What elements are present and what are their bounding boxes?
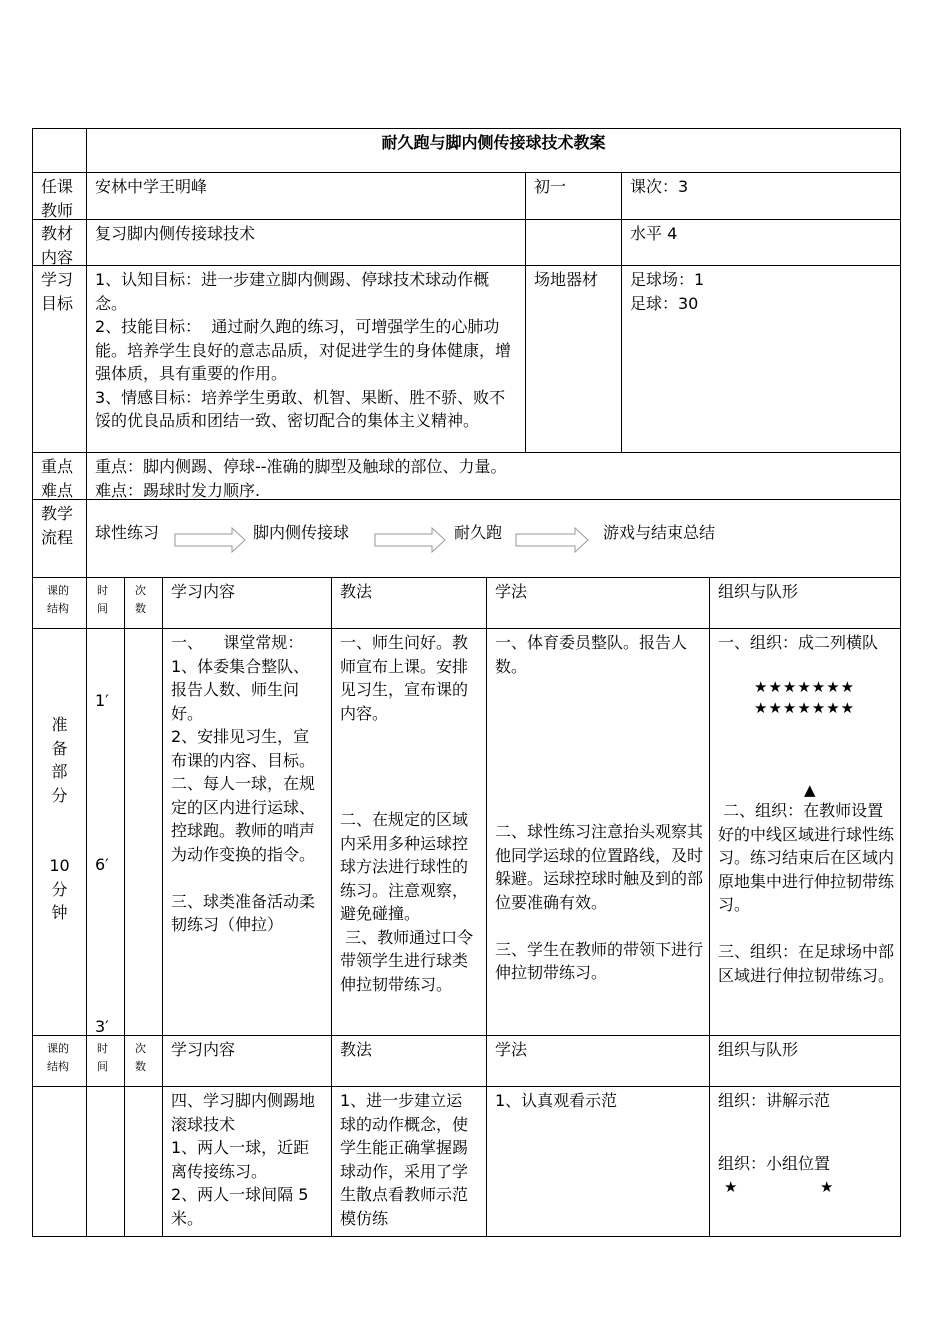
basic-section-label	[32, 1086, 87, 1237]
header-time: 时 间	[86, 577, 125, 629]
keypoints-value: 重点：脚内侧踢、停球--准确的脚型及触球的部位、力量。 难点：踢球时发力顺序.	[86, 452, 901, 500]
keypoints-label: 重点 难点	[32, 452, 87, 500]
basic-org-a: 组织：讲解示范	[718, 1091, 831, 1110]
material-label: 教材 内容	[32, 219, 87, 266]
corner-cell	[32, 128, 87, 173]
header-method: 教法	[331, 577, 487, 629]
prep-org	[709, 628, 901, 1036]
prep-time-1: 1′	[95, 691, 109, 710]
level-value: 水平 4	[621, 219, 901, 266]
header2-method: 教法	[331, 1035, 487, 1087]
prep-time-2: 6′	[95, 855, 109, 874]
basic-content: 四、学习脚内侧踢地滚球技术 1、两人一球，近距离传接练习。 2、两人一球间隔 5 米。	[162, 1086, 332, 1237]
prep-learn-a: 一、体育委员整队。报告人数。	[495, 633, 688, 676]
header2-count: 次 数	[124, 1035, 163, 1087]
material-value: 复习脚内侧传接球技术	[86, 219, 526, 266]
student-row-1-stars: ★★★★★★★	[754, 678, 856, 696]
goals-label: 学习 目标	[32, 265, 87, 453]
header2-org: 组织与队形	[709, 1035, 901, 1087]
lesson-number: 课次：3	[621, 172, 901, 220]
prep-time-column	[86, 628, 125, 1036]
group-star-left-icon: ★	[724, 1178, 739, 1196]
header-org: 组织与队形	[709, 577, 901, 629]
prep-section-label: 准 备 部 分 10 分 钟	[32, 628, 87, 1036]
flow-step-1: 球性练习	[95, 523, 160, 542]
lesson-title: 耐久跑与脚内侧传接球技术教案	[86, 128, 901, 173]
flow-arrow-icon-2	[374, 527, 446, 553]
header-structure: 课的 结构	[32, 577, 87, 629]
header-count: 次 数	[124, 577, 163, 629]
student-row-2-stars: ★★★★★★★	[754, 699, 856, 717]
prep-method-b: 二、在规定的区域内采用多种运球控球方法进行球性的练习。注意观察，避免碰撞。 三、教师通过口令带领学生进行球类伸拉韧带练习。	[340, 810, 474, 994]
prep-org-a: 一、组织：成二列横队	[718, 633, 879, 652]
header2-structure: 课的 结构	[32, 1035, 87, 1087]
prep-content: 一、 课堂常规： 1、体委集合整队、报告人数、师生问好。 2、安排见习生，宣布课的内容、目标。 二、每人一球，在规定的区内进行运球、控球跑。教师的哨声为动作变换的指令。 三、球类准备活动柔韧练习（伸拉）	[162, 628, 332, 1036]
venue-label: 场地器材	[525, 265, 622, 453]
basic-org-b: 组织：小组位置	[718, 1154, 831, 1173]
basic-time-column	[86, 1086, 125, 1237]
teacher-label: 任课 教师	[32, 172, 87, 220]
flow-arrow-icon-3	[515, 527, 589, 553]
flow-step-2: 脚内侧传接球	[253, 523, 350, 542]
header2-time: 时 间	[86, 1035, 125, 1087]
flow-arrow-icon-1	[174, 527, 246, 553]
learning-goals: 1、认知目标：进一步建立脚内侧踢、停球技术球动作概念。 2、技能目标： 通过耐久跑的练习，可增强学生的心肺功能。培养学生良好的意志品质，对促进学生的身体健康，增强体质，具有重要的作用。 3、情感目标：培养学生勇敢、机智、果断、胜不骄、败不馁的优良品质和团结一致、密切配合的集体主义精神。	[86, 265, 526, 453]
header2-learn: 学法	[486, 1035, 710, 1087]
prep-method-a: 一、师生问好。教师宣布上课。安排见习生，宣布课的内容。	[340, 633, 469, 723]
venue-value: 足球场：1 足球：30	[621, 265, 901, 453]
material-blank	[525, 219, 622, 266]
prep-count-column	[124, 628, 163, 1036]
header2-content: 学习内容	[162, 1035, 332, 1087]
flow-step-3: 耐久跑	[454, 523, 503, 542]
group-star-right-icon: ★	[820, 1178, 835, 1196]
basic-learn: 1、认真观看示范	[486, 1086, 710, 1237]
teacher-value: 安林中学王明峰	[86, 172, 526, 220]
basic-org	[709, 1086, 901, 1237]
prep-learn-b: 二、球性练习注意抬头观察其他同学运球的位置路线，及时躲避。运球控球时触及到的部位要准确有效。 三、学生在教师的带领下进行伸拉韧带练习。	[495, 822, 704, 982]
prep-org-b: 二、组织：在教师设置好的中线区域进行球性练习。练习结束后在区域内原地集中进行伸拉韧带练习。 三、组织：在足球场中部区域进行伸拉韧带练习。	[718, 801, 895, 985]
basic-method: 1、进一步建立运球的动作概念，使学生能正确掌握踢球动作，采用了学生散点看教师示范模仿练	[331, 1086, 487, 1237]
basic-count-column	[124, 1086, 163, 1237]
header-learn: 学法	[486, 577, 710, 629]
header-content: 学习内容	[162, 577, 332, 629]
teacher-triangle-icon: ▲	[804, 781, 817, 799]
flow-step-4: 游戏与结束总结	[603, 523, 716, 542]
flow-row	[86, 499, 901, 578]
flow-label: 教学 流程	[32, 499, 87, 578]
prep-learn	[486, 628, 710, 1036]
lesson-plan-table	[32, 128, 901, 1237]
prep-time-3: 3′	[95, 1017, 109, 1036]
grade-value: 初一	[525, 172, 622, 220]
prep-method	[331, 628, 487, 1036]
